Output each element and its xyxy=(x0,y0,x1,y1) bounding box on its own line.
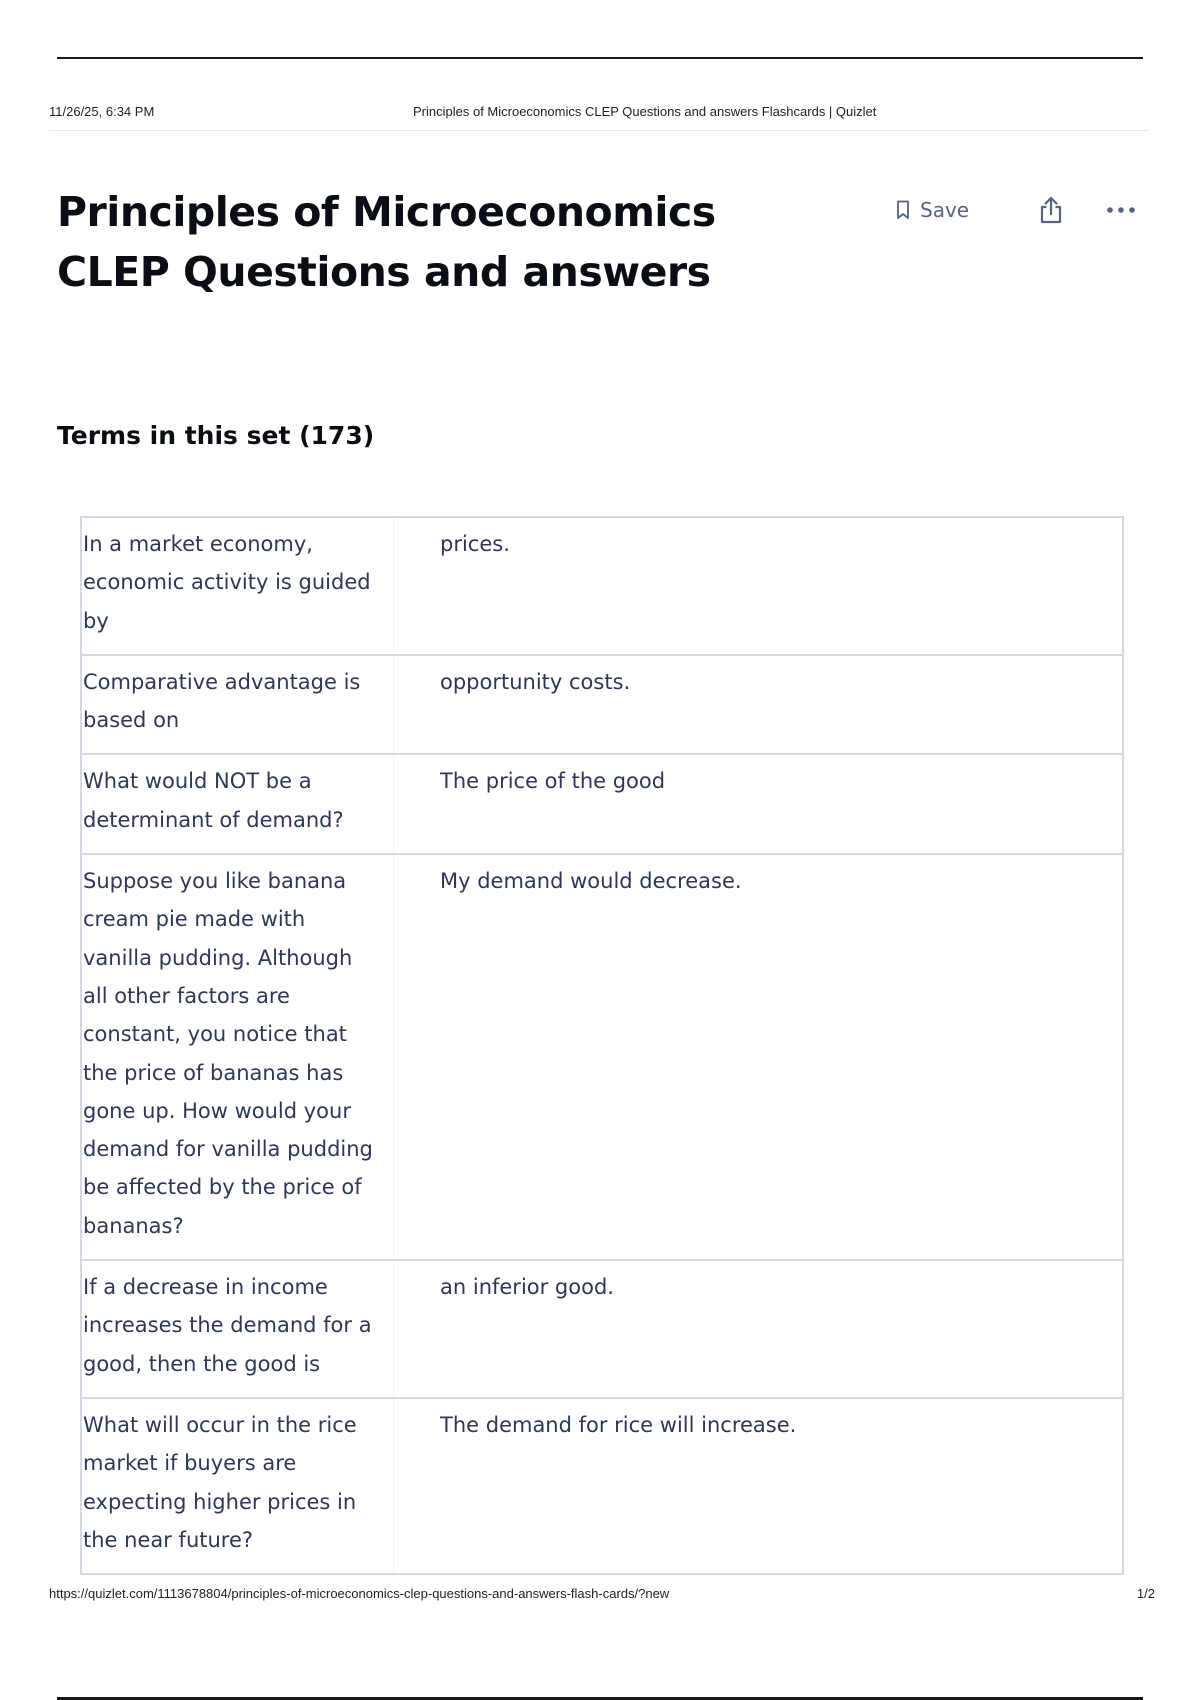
print-footer xyxy=(49,1586,1155,1604)
more-icon xyxy=(1106,206,1136,214)
term-text: What will occur in the rice market if buyers are expecting higher prices in the near future? xyxy=(82,1399,394,1573)
term-text: What would NOT be a determinant of demand? xyxy=(82,755,394,853)
terms-table xyxy=(80,516,1124,1575)
share-button[interactable] xyxy=(1031,190,1071,230)
save-label: Save xyxy=(920,198,970,222)
print-header xyxy=(49,104,1149,122)
page-number: 1/2 xyxy=(1136,1586,1155,1601)
term-row xyxy=(82,1399,1122,1575)
term-text: If a decrease in income increases the demand for a good, then the good is xyxy=(82,1261,394,1397)
definition-text: My demand would decrease. xyxy=(440,869,742,894)
print-date: 11/26/25, 6:34 PM xyxy=(49,104,155,119)
definition-text: The price of the good xyxy=(440,769,666,794)
term-row xyxy=(82,1261,1122,1399)
bookmark-icon xyxy=(896,200,910,220)
definition-text: prices. xyxy=(440,532,510,556)
terms-heading: Terms in this set (173) xyxy=(57,421,375,450)
term-row xyxy=(82,855,1122,1261)
term-row xyxy=(82,518,1122,656)
page-title-line1: Principles of Microeconomics xyxy=(57,188,716,236)
term-text: Comparative advantage is based on xyxy=(82,656,394,754)
print-doc-title: Principles of Microeconomics CLEP Questions and answers Flashcards | Quizlet xyxy=(413,104,877,119)
save-button[interactable] xyxy=(896,190,969,230)
page-title-line2: CLEP Questions and answers xyxy=(57,248,711,296)
more-options-button[interactable] xyxy=(1101,190,1141,230)
share-icon xyxy=(1038,195,1064,225)
definition-text: opportunity costs. xyxy=(440,669,631,694)
term-text: Suppose you like banana cream pie made with vanilla pudding. Although all other factors are constant, you notice that the price of bananas has gone up. How would your demand for vanilla pudding be affected by the price of bananas? xyxy=(82,855,394,1259)
term-row xyxy=(82,755,1122,855)
header-divider xyxy=(49,130,1149,131)
definition-text: an inferior good. xyxy=(440,1275,614,1300)
top-rule xyxy=(57,57,1143,59)
definition-text: The demand for rice will increase. xyxy=(440,1412,797,1437)
print-url: https://quizlet.com/1113678804/principles-of-microeconomics-clep-questions-and-answers-flash-cards/?new xyxy=(49,1586,670,1601)
term-row xyxy=(82,656,1122,756)
page-title xyxy=(57,182,777,302)
term-text: In a market economy, economic activity is guided by xyxy=(82,518,394,654)
